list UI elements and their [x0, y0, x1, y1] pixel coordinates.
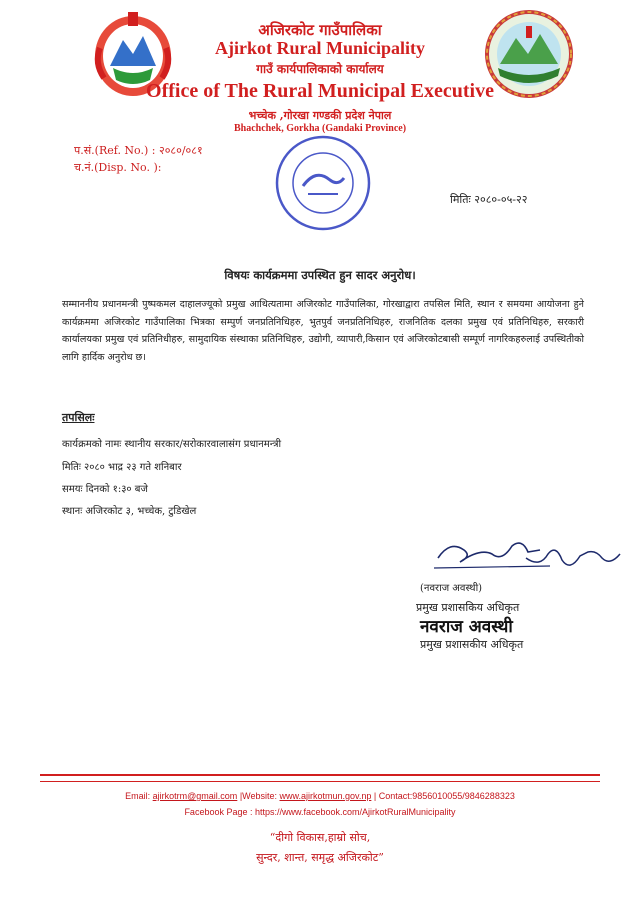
- signatory-name-paren: (नवराज अवस्थी): [420, 583, 483, 594]
- address-nepali: भच्चेक ,गोरखा गण्डकी प्रदेश नेपाल: [248, 109, 392, 122]
- website-link[interactable]: www.ajirkotmun.gov.np: [279, 791, 372, 801]
- office-name-nepali: गाउँ कार्यपालिकाको कार्यालय: [256, 62, 384, 76]
- program-time: समयः दिनको १:३० बजे: [62, 484, 148, 495]
- handwritten-signature: [430, 528, 630, 584]
- municipality-name-english: Ajirkot Rural Municipality: [215, 38, 425, 58]
- signatory-stamp-name: नवराज अवस्थी: [420, 617, 513, 637]
- office-stamp: [268, 128, 378, 238]
- program-date: मितिः २०८० भाद्र २३ गते शनिबार: [62, 462, 182, 473]
- footer-divider: [40, 774, 600, 776]
- facebook-link[interactable]: Facebook Page : https://www.facebook.com/AjirkotRuralMunicipality: [184, 807, 456, 817]
- signatory-stamp-title: प्रमुख प्रशासकीय अधिकृत: [420, 638, 524, 651]
- address-english: Bhachchek, Gorkha (Gandaki Province): [233, 123, 407, 134]
- footer-contact-line: [20, 791, 620, 801]
- contact-number: | Contact:9856010055/9846288323: [371, 791, 515, 801]
- slogan-line-2: सुन्दर, शान्त, समृद्ध अजिरकोट”: [256, 851, 384, 864]
- letter-body: सम्माननीय प्रधानमन्त्री पुष्पकमल दाहालज्यूको प्रमुख आथित्यतामा अजिरकोट गाउँपालिका, गोरखाद्वारा तपसिल मिति, स्थान र समयमा आयोजना हुने कार्यक्रममा अजिरकोट गाउँपालिका भित्रका सम्पुर्ण जनप्रतिनिधिहरु, भुतपुर्व जनप्रतिनिधिहरु, राजनितिक दलका प्रमुख एवं प्रतिनिधिहरु, सरकारी कार्यालयका प्रमुख एवं प्रतिनिधीहरु, सामुदायिक संस्थाका प्रतिनिधिहरु, उद्योगी, व्यापारी,किसान एवं अजिरकोटबासी सम्पूर्ण नागरिकहरुलाई उपस्थितीको लागि हार्दिक अनुरोध छ।: [62, 299, 584, 363]
- ref-number: प.सं.(Ref. No.) : २०८०/०८१: [74, 144, 203, 157]
- slogan-line-1: “दीगो विकास,हाम्रो सोच,: [269, 831, 371, 844]
- letter-date: मितिः २०८०-०५-२२: [450, 193, 528, 206]
- email-label: Email:: [125, 791, 153, 801]
- office-name-english: Office of The Rural Municipal Executive: [146, 80, 494, 102]
- website-label: |Website:: [237, 791, 280, 801]
- program-name: कार्यक्रमको नामः स्थानीय सरकार/सरोकारवालासंग प्रधानमन्त्री: [62, 439, 282, 450]
- municipality-name-nepali: अजिरकोट गाउँपालिका: [258, 21, 382, 39]
- subject-line: विषयः कार्यक्रममा उपस्थित हुन सादर अनुरोध।: [224, 268, 416, 282]
- program-place: स्थानः अजिरकोट ३, भच्चेक, टुडिखेल: [62, 506, 197, 517]
- details-heading: तपसिलः: [62, 411, 95, 424]
- disp-number: च.नं.(Disp. No. ):: [74, 161, 162, 174]
- footer-divider-thin: [40, 781, 600, 782]
- signatory-title: प्रमुख प्रशासकिय अधिकृत: [416, 601, 520, 614]
- email-link[interactable]: ajirkotrm@gmail.com: [152, 791, 238, 801]
